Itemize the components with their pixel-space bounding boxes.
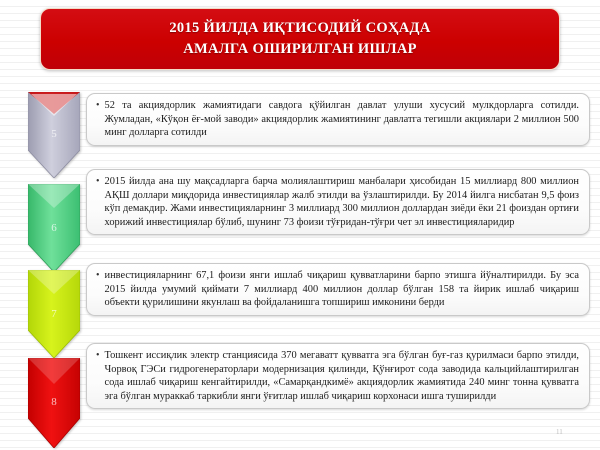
content-bubble-1 <box>86 93 590 146</box>
content-text-1: 52 та акциядорлик жамиятидаги савдога қўйилган давлат улуши хусусий мулкдорларга сотилди. Жумладан, «Кўқон ёғ-мой заводи» акциядорлик жамиятининг давлатга тегишли акциялари 2 миллион 500 минг долларга сотилди <box>104 100 579 139</box>
content-bubble-3 <box>86 263 590 316</box>
chevron-shape-icon <box>28 92 80 178</box>
chevron-number-8: 8 <box>51 396 57 408</box>
chevron-marker-5 <box>28 92 80 178</box>
chevron-shape-icon <box>28 358 80 448</box>
content-text-2: 2015 йилда ана шу мақсадларга барча молиялаштириш манбалари ҳисобидан 15 миллиард 800 миллион АҚШ доллари миқдорида инвестициялар жалб этилди ва ўзлаштирилди. Бу 2014 йилга нисбатан 9,5 фоиз кўп демакдир. Жами инвестицияларнинг 3 миллиард 300 миллион доллардан зиёди ёки 21 фоиздан ортиғи хорижий инвестициялар бўлиб, шунинг 73 фоизи тўғридан-тўғри чет эл инвестицияларидир <box>104 176 579 228</box>
chevron-shape-icon <box>28 270 80 358</box>
chevron-marker-7 <box>28 270 80 358</box>
chevron-number-5: 5 <box>51 128 57 140</box>
bullet-icon-3: • <box>96 270 100 281</box>
bullet-icon-4: • <box>96 350 100 361</box>
chevron-marker-6 <box>28 184 80 272</box>
content-bubble-4 <box>86 343 590 409</box>
bullet-icon-1: • <box>96 100 100 111</box>
chevron-marker-8 <box>28 358 80 448</box>
chevron-number-6: 6 <box>51 222 57 234</box>
content-text-3: инвестицияларнинг 67,1 фоизи янги ишлаб чиқариш қувватларини барпо этишга йўналтирилди. Бу эса 2015 йилда умумий қиймати 7 миллиард 400 миллион доллар бўлган 158 та йирик ишлаб чиқариш объекти қурилишини якунлаш ва фойдаланишга топшириш имконини берди <box>104 270 579 309</box>
page-title-line-2: АМАЛГА ОШИРИЛГАН ИШЛАР <box>183 41 417 57</box>
chevron-number-7: 7 <box>51 308 57 320</box>
bullet-icon-2: • <box>96 176 100 187</box>
slide-title-banner <box>40 8 560 70</box>
content-text-4: Тошкент иссиқлик электр станциясида 370 мегаватт қувватга эга бўлган буғ-газ қурилмаси барпо этилди, Чорвоқ ГЭСи гидрогенераторлари модернизация қилинди, Қўнғирот сода заводида кальцийлаштирилган сода ишлаб чиқариш кенгайтирилди, «Самарқандкимё» акциядорлик жамиятида 240 минг тонна қувватга эга бўлган мураккаб таркибли янги ўғитлар ишлаб чиқариш корхонаси ишга туширилди <box>104 350 579 402</box>
content-bubble-2 <box>86 169 590 235</box>
page-title-line-1: 2015 ЙИЛДА ИҚТИСОДИЙ СОҲАДА <box>169 19 431 36</box>
chevron-shape-icon <box>28 184 80 272</box>
